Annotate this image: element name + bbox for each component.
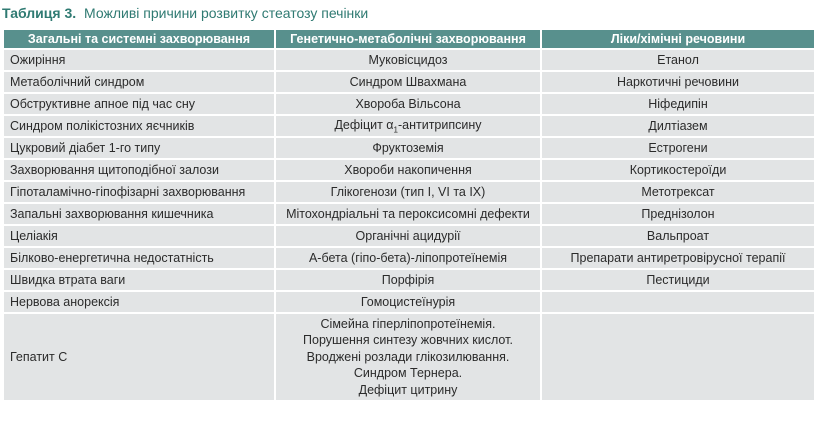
cell-general: Білково-енергетична недостатність [4, 248, 274, 268]
genetic-line: Вроджені розлади глікозилювання. [306, 349, 510, 364]
cell-drugs [542, 292, 814, 312]
cell-drugs: Метотрексат [542, 182, 814, 202]
cell-genetic [276, 314, 540, 400]
cell-genetic: Фруктоземія [276, 138, 540, 158]
table-header-row [4, 30, 814, 48]
cell-genetic: Синдром Швахмана [276, 72, 540, 92]
cell-genetic [276, 116, 540, 136]
cell-genetic: А-бета (гіпо-бета)-ліпопротеїнемія [276, 248, 540, 268]
genetic-line: Порушення синтезу жовчних кислот. [303, 333, 513, 348]
table-row [4, 138, 814, 158]
cell-general: Целіакія [4, 226, 274, 246]
genetic-line: Синдром Тернера. [353, 366, 463, 381]
table-row [4, 248, 814, 268]
cell-drugs: Кортикостероїди [542, 160, 814, 180]
cell-genetic: Муковісцидоз [276, 50, 540, 70]
cell-genetic: Гомоцистеїнурія [276, 292, 540, 312]
cell-drugs: Ніфедипін [542, 94, 814, 114]
table-row [4, 292, 814, 312]
header-general-diseases: Загальні та системні захворювання [4, 30, 274, 48]
table-row [4, 182, 814, 202]
cell-general: Захворювання щитоподібної залози [4, 160, 274, 180]
table-row [4, 94, 814, 114]
cell-drugs [542, 314, 814, 400]
caption-label: Таблиця 3. [2, 5, 77, 21]
cell-general: Обструктивне апное під час сну [4, 94, 274, 114]
cell-general: Гепатит С [4, 314, 274, 400]
cell-drugs: Естрогени [542, 138, 814, 158]
cell-general: Синдром полікістозних яєчників [4, 116, 274, 136]
cell-drugs: Наркотичні речовини [542, 72, 814, 92]
cell-general: Швидка втрата ваги [4, 270, 274, 290]
header-drugs-chemicals: Ліки/хімічні речовини [542, 30, 814, 48]
caption-text: Можливі причини розвитку стеатозу печінки [84, 5, 369, 21]
cell-genetic: Органічні ацидурії [276, 226, 540, 246]
genetic-line: Сімейна гіперліпопротеїнемія. [320, 316, 496, 331]
genetic-prefix: Дефіцит α [334, 117, 394, 132]
cell-genetic: Хвороби накопичення [276, 160, 540, 180]
cell-drugs: Преднізолон [542, 204, 814, 224]
steatosis-causes-table [2, 28, 816, 402]
header-genetic-metabolic: Генетично-метаболічні захворювання [276, 30, 540, 48]
table-row [4, 160, 814, 180]
cell-general: Запальні захворювання кишечника [4, 204, 274, 224]
genetic-suffix: -антитрипсину [397, 117, 482, 132]
table-row [4, 270, 814, 290]
genetic-line: Дефіцит цитрину [358, 382, 458, 397]
cell-genetic: Хвороба Вільсона [276, 94, 540, 114]
alpha-subscript: 1 [393, 125, 398, 135]
cell-drugs: Вальпроат [542, 226, 814, 246]
cell-genetic: Порфірія [276, 270, 540, 290]
cell-general: Цукровий діабет 1-го типу [4, 138, 274, 158]
cell-general: Ожиріння [4, 50, 274, 70]
table-row [4, 72, 814, 92]
cell-general: Гіпоталамічно-гіпофізарні захворювання [4, 182, 274, 202]
table-row [4, 116, 814, 136]
cell-general: Нервова анорексія [4, 292, 274, 312]
cell-genetic: Глікогенози (тип I, VI та IX) [276, 182, 540, 202]
table-row [4, 314, 814, 400]
cell-drugs: Етанол [542, 50, 814, 70]
cell-drugs: Препарати антиретровірусної терапії [542, 248, 814, 268]
cell-genetic: Мітохондріальні та пероксисомні дефекти [276, 204, 540, 224]
cell-general: Метаболічний синдром [4, 72, 274, 92]
table-caption [2, 3, 368, 23]
table-row [4, 226, 814, 246]
table-row [4, 50, 814, 70]
cell-drugs: Пестициди [542, 270, 814, 290]
table-row [4, 204, 814, 224]
cell-drugs: Дилтіазем [542, 116, 814, 136]
